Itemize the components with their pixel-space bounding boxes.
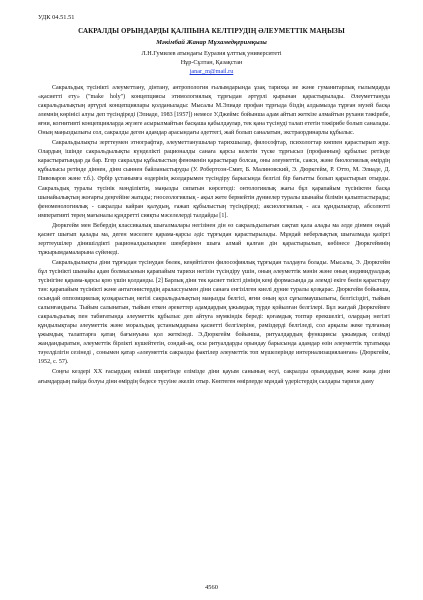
paragraph: Сакральдылықты зерттеумен этнографтар, әлеуметтанушылар тарихшылар, философтар, психологтар көппен қарастырып жүр. Олардың ішінде сакральдылықты күнделікті рационалды санаға қарсы келетін түске тұрғысыз (профанның) құбылыс ретінде карастыратындар да бар. Егер сакралды құбылыстың феноменін қарастырар болсақ, оны әлеуметтік, саяси, және биологиялық өмірдің құбылысы ретінде діннен, дінм сыннен байланыстыруды (У. Робертсон-Смит, Б. Малиновский, Э. Дюркгейм, Р. Отто, М. Элиаде, Д. Пивоваров және т.б.). Әрбір ұстанымға өздерінің жолдарымен түсіндіру барысында белгілі бір бағытты болып қарастырып отырды. Сакральдық туралы түсінік мәнділіктің, маңызды сипатын көрсетеді: онтологиялық жағы бұл қарапайым түсініктен басқа шынайылықтың жоғарғы деңгейіне жатады; гносеологиялық - ақыл жете бермейтін дүниелер туралы шынайы білімін қалыптастырады; феноменологиялық - сакралды кайран қалудың, ғажап құбылыстың түсіндіреді; аксиологиялық - аса құндылықтар, абсолютті императивті терең мағыналы құндретті сияқты мәселелерді талдайды [1]. — [38, 140, 390, 219]
paper-body — [38, 84, 390, 574]
author-name: Мәкімбай Жанар Мұхамедқеримқызы — [156, 39, 267, 46]
page-number: 4560 — [205, 584, 218, 591]
paragraph: Дюркгейм мен Вебердің классикалық шығалмалары негізінен дін өз сакральдылығын сақтап қала алады ма әлде дінмен ондай қасиет шығып қалады ма, деген мәселеге қарама-қарсы әдіс тұрғыдан қарастырылады. Мұндай веберлықтық шығалмада қазіргі зерттеушілер дінишілдікті рационалдылықпен шеңберінен шыға алмай қалған дін қарастырылып, көбінесе Дюркгеймнің тұжырымдамаларына сүйенеді. — [38, 222, 390, 256]
udk-code: УДК 04.51.51 — [38, 14, 75, 21]
paper-title: САКРАЛДЫ ОРЫНДАРДЫ ҚАЛПЫНА КЕЛТІРУДІҢ ӘЛЕУМЕТТІК МАҢЫЗЫ — [78, 27, 345, 35]
author-email-link[interactable]: janar_m@mail.ru — [189, 68, 234, 75]
affiliation-city: Нұр-Сұлтан, Қазақстан — [180, 59, 243, 66]
paragraph: Соңғы кездері ХХ ғасырдың екінші ширегінде еліміздe діни қауым санының өсуі, сакралды орындардың және жаңа діни ағымдардың пайда болуы діни өмірдің бедесе түсуіне әкеліп отыр. Көптеген өмірлерде мұндай үдерістердің салдары тарихи даму — [38, 369, 390, 385]
paragraph: Сакральдылықты діни тұрғыдан түсінудан бөлек, кеңейтілген философиялық тұрғыдан талдауға болады. Мысалы, Э. Дюркгейм бұл түсінікті шынайы адам болмысынын қарапайым тарихи негізін түсіндіру үшін, оның әлеуметтік мәнін және оның индивидуалдық түсінігіне қарама-қарсы қою үшін қолданды. [2] Барлық діни тек қасиет тиісті дініңің кеңі формасында да әлемді екіге бөлін қарастыру тән: қарапайым түсінікті және антагонистердің аралассуымен діни санаға енгізілген киелі дүние туралы қозқарас. Дюркгейм бойынша, осындай оппозициялық қозқарастың негізі сакральдылықтың маңызды белгісі, яғни оның қол сұғылмаушылығы, белгісіздігі, тыйым салынғандығы. Тыйым салынатын, тыйым еткен әрекеттер адамдардың ұжымдық түрде қойылған белгілері. Бұл жағдай Дюркгеймге сакральдылық пен табиғатында әлеуметтік құбылыс деп айтуға мүмкіндік береді: қоғамдық топтар ерекшелігі, олардың негізгі құндылықтары әлеуметтік және моральдық ұстанымдарына қасиетті белгілеріне, рәміздерді белгіледі, сол арқылы жеке тұлғаның ұжымдық талаптарға қатаң бағынуына қол жеткізеді. Э.Дюркгейм бойынша, ритуалдардың функциясы ұжымдық сезімді жандандыратын, әлеуметтік бірлікті күшейтетін, сондай-ақ, осы ритуалдарды орындау барысында адамдар өзін әлеуметтік тұтатыққа тәуелділігін сезінеді , сонымен қатар «әлеуметтік сакралды фактілер әлеуметтік топ мүшелерінде интернализацияланған» (Дюркгейм, 1952, с. 57). — [38, 259, 390, 366]
paragraph: Сакральдық түсінікті әлеуметтану, дінтану, антропология ғылымдарында ұзақ тарихқа ие және гуманитарлық ғылымдарда «қасиетті ету» ("make holy") концепциясы этимологиялық тұрғыдан әртүрлі қырынан қарастырылады. Әлеуметтануда сакральдылықтың әртүрлі концепциялары қолданылады: Мысалы М.Элиаде профан тұрғыда біздің алдымызда тұрған музей басқа әлемнің көрінісі алуы деп түсіндіреді (Элиаде, 1983 [1957]) немесе У.Джеймс бойынша адам айтып жеткізе алмайтын рухани тәжірибе, яғни, когнитивті концепцияларда жүзеге асырылмайтын басқаша қабылдаулар, тек қана түсінуді талап ететін тәжірибе болып саналады. Оның маңыздылығы сол, сакралды деген адамдар арасындағы әдеттегі, жай болып саналатын, экстраординарлы құбылыс. — [38, 85, 390, 137]
affiliation-university: Л.Н.Гумилев атындағы Еуразия ұлттық университеті — [141, 50, 282, 57]
